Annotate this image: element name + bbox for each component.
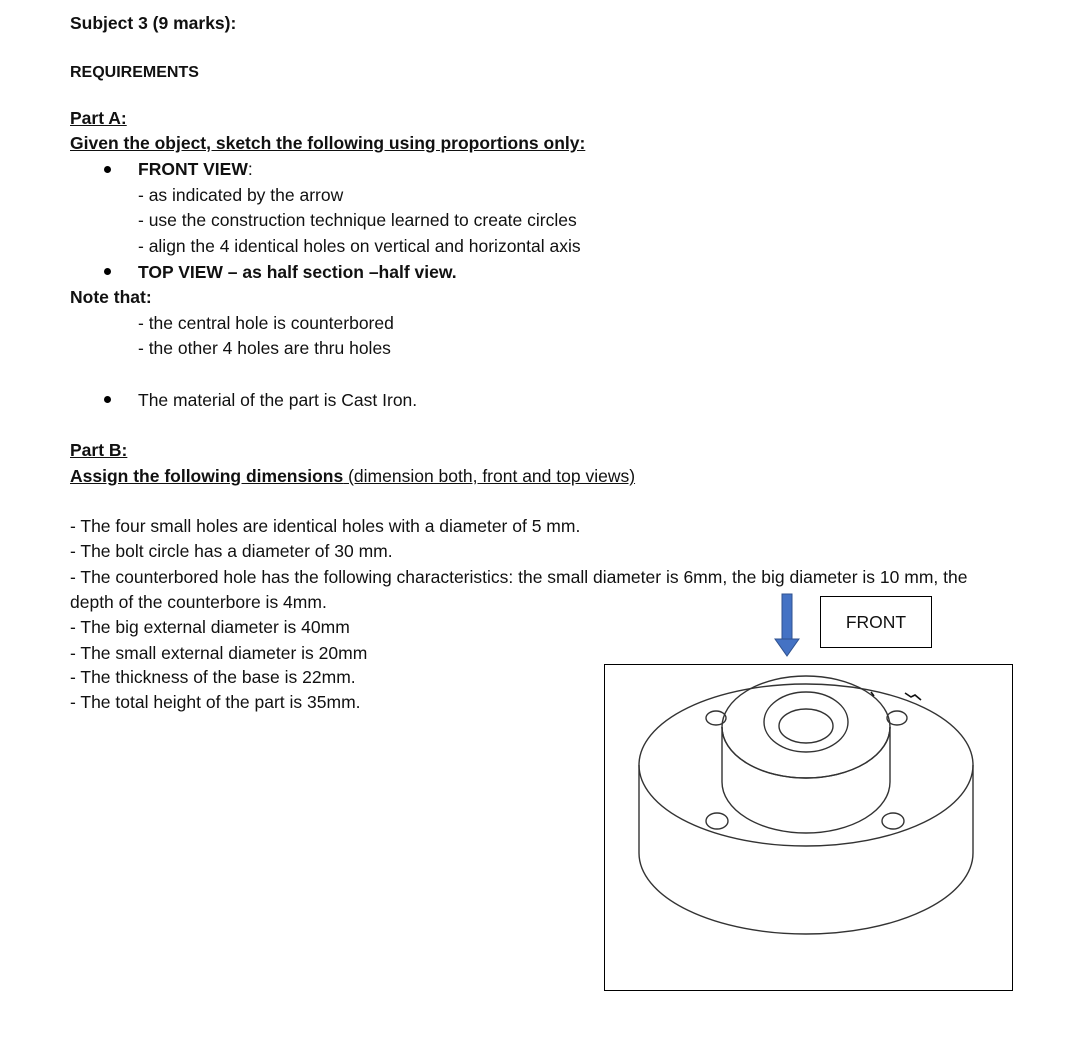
base-bottom-arc	[639, 853, 973, 934]
front-label: FRONT	[845, 611, 907, 632]
part-a-heading: Given the object, sketch the following using proportions only:	[70, 133, 586, 153]
part-b-label: Part B:	[70, 440, 128, 460]
bullet-material	[104, 396, 111, 403]
note-item-1: - the central hole is counterbored	[138, 313, 394, 333]
note-item-2: - the other 4 holes are thru holes	[138, 338, 391, 358]
part-a-label: Part A:	[70, 108, 127, 128]
front-view-detail-1: - as indicated by the arrow	[138, 185, 344, 205]
top-view-item: TOP VIEW – as half section –half view.	[138, 262, 457, 282]
boss-base-arc	[722, 782, 890, 833]
dimension-item-1: - The four small holes are identical holes with a diameter of 5 mm.	[70, 516, 581, 536]
small-hole-2	[887, 711, 907, 725]
requirements-heading: REQUIREMENTS	[70, 64, 199, 81]
dimension-item-2: - The bolt circle has a diameter of 30 mm.	[70, 541, 393, 561]
mark-2	[905, 693, 921, 700]
bullet-front-view	[104, 166, 111, 173]
front-arrow-icon	[772, 593, 802, 659]
base-top-ellipse	[639, 684, 973, 846]
front-view-detail-3: - align the 4 identical holes on vertical and horizontal axis	[138, 236, 581, 256]
part-b-heading-bold: Assign the following dimensions	[70, 466, 344, 486]
dimension-item-6: - The thickness of the base is 22mm.	[70, 667, 356, 687]
dimension-item-3-continued: depth of the counterbore is 4mm.	[70, 592, 327, 612]
boss-top-ellipse	[722, 676, 890, 778]
dimension-item-5: - The small external diameter is 20mm	[70, 643, 368, 663]
dimension-item-7: - The total height of the part is 35mm.	[70, 692, 361, 712]
bullet-top-view	[104, 268, 111, 275]
front-view-title: FRONT VIEW	[138, 159, 248, 179]
front-view-colon: :	[247, 159, 253, 179]
dimension-item-3: - The counterbored hole has the following characteristics: the small diameter is 6mm, the big diameter is 10 mm, the	[70, 567, 968, 587]
front-label-box	[820, 596, 932, 648]
front-view-item	[138, 158, 253, 180]
part-b-heading	[70, 465, 635, 487]
counterbore-inner	[779, 709, 833, 743]
dimension-item-4: - The big external diameter is 40mm	[70, 617, 350, 637]
isometric-part-drawing-icon	[605, 665, 1012, 990]
subject-title: Subject 3 (9 marks):	[70, 13, 237, 33]
material-item: The material of the part is Cast Iron.	[138, 390, 418, 410]
small-hole-4	[882, 813, 904, 829]
front-view-detail-2: - use the construction technique learned to create circles	[138, 210, 577, 230]
small-hole-3	[706, 813, 728, 829]
part-drawing-frame	[604, 664, 1013, 991]
note-label: Note that:	[70, 287, 152, 307]
part-b-heading-rest: (dimension both, front and top views)	[343, 466, 636, 486]
